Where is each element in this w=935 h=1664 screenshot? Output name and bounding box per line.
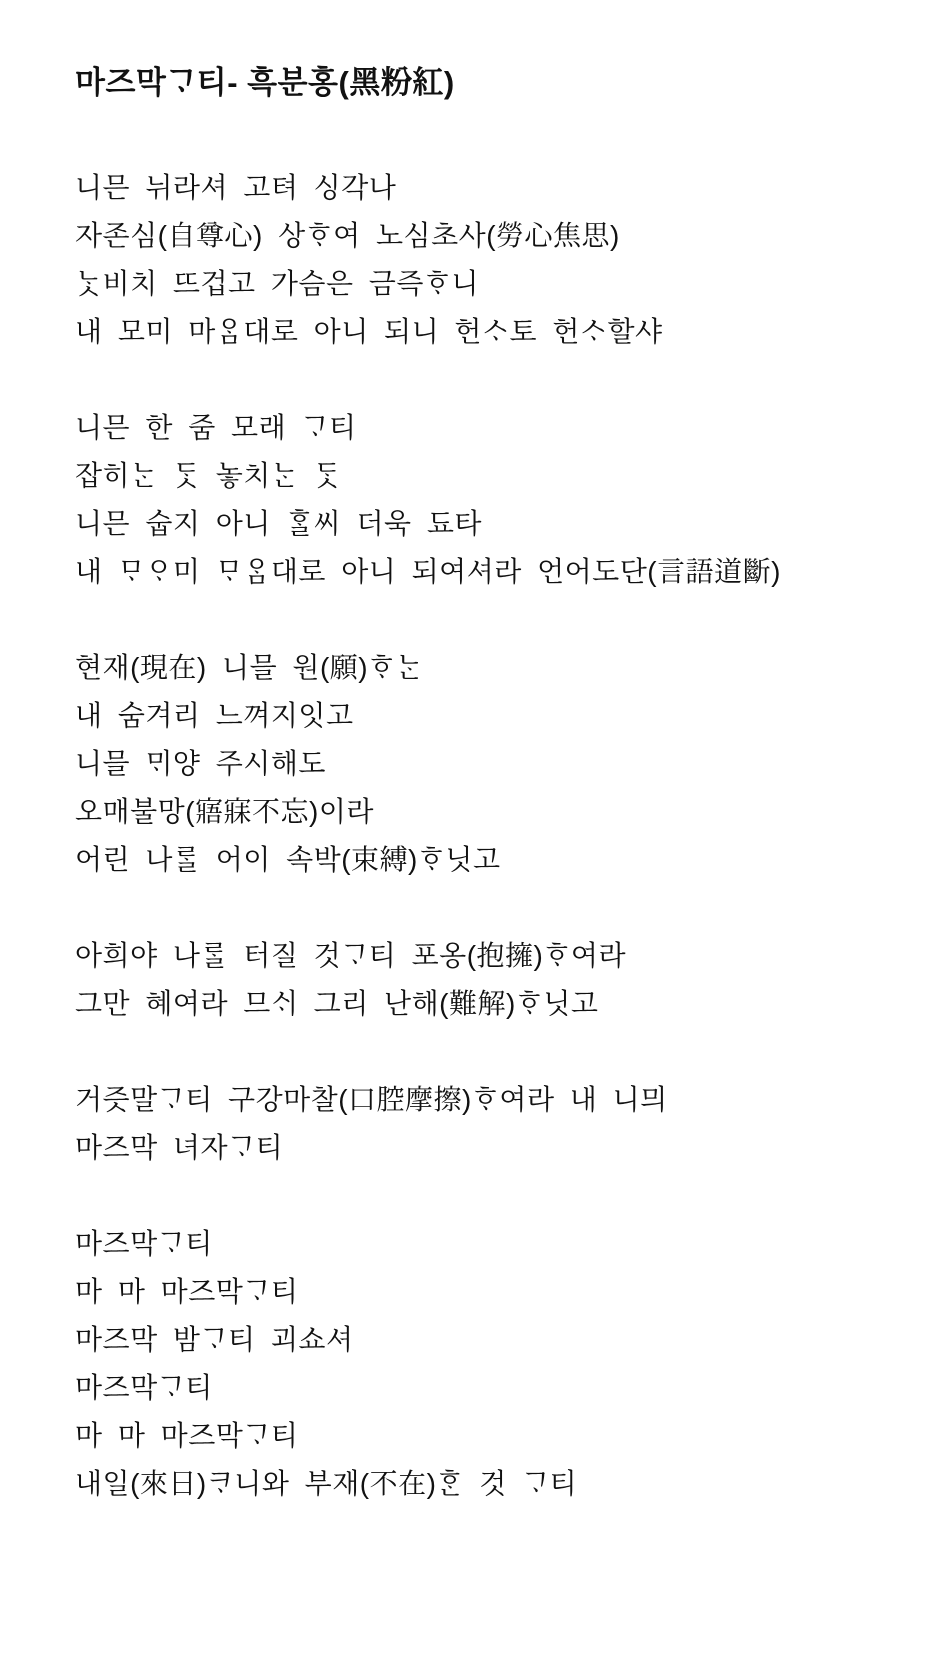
- lyric-line: 마즈막 녀자ᄀᆞ티: [75, 1132, 284, 1163]
- lyric-line: 거즛말ᄀᆞ티 구강마찰(口腔摩擦)ᄒᆞ여라 내 니믜: [75, 1084, 668, 1115]
- stanza-6: [75, 1220, 895, 1508]
- lyric-line: ᄂᆞᆺ비치 뜨겁고 가슴은 금즉ᄒᆞ니: [75, 268, 479, 299]
- stanza-2: [75, 404, 895, 596]
- lyric-line: 니믄 한 줌 모래 ᄀᆞ티: [75, 412, 357, 443]
- lyric-line: 잡히ᄂᆞᆫ ᄃᆞᆺ 놓치ᄂᆞᆫ ᄃᆞᆺ: [75, 460, 342, 491]
- lyric-line: 마즈막ᄀᆞ티: [75, 1228, 213, 1259]
- lyric-line: 현재(現在) 니믈 원(願)ᄒᆞᄂᆞᆫ: [75, 652, 424, 683]
- lyric-line: 마 마 마즈막ᄀᆞ티: [75, 1276, 299, 1307]
- stanza-5: [75, 1076, 895, 1172]
- lyric-line: 내 숨겨리 느껴지잇고: [75, 700, 354, 731]
- lyric-line: 니믄 숩지 아니 ᄒᆞᆯ씨 더욱 됴타: [75, 508, 482, 539]
- stanza-1: [75, 164, 895, 356]
- lyric-line: 어린 나ᄅᆞᆯ 어이 속박(束縛)ᄒᆞ닛고: [75, 844, 501, 875]
- stanza-3: [75, 644, 895, 884]
- lyric-line: 마즈막 밤ᄀᆞ티 괴쇼셔: [75, 1324, 354, 1355]
- lyric-line: 니믄 뉘라셔 고텨 싱각나: [75, 172, 397, 203]
- lyric-line: 마 마 마즈막ᄀᆞ티: [75, 1420, 299, 1451]
- lyric-line: 자존심(自尊心) 상ᄒᆞ여 노심초사(勞心焦思): [75, 220, 620, 251]
- lyric-line: 내일(來日)ᄏᆞ니와 부재(不在)ᄒᆞᆫ 것 ᄀᆞ티: [75, 1468, 578, 1499]
- lyric-line: 내 모미 마ᄋᆞᆷ대로 아니 되니 헌ᄉᆞ토 헌ᄉᆞ할샤: [75, 316, 663, 347]
- lyric-line: 마즈막ᄀᆞ티: [75, 1372, 213, 1403]
- lyric-line: 그만 혜여라 므ᄉᆡ 그리 난해(難解)ᄒᆞ닛고: [75, 988, 599, 1019]
- page-title: 마즈막ᄀᆞ티- 흑분홍(黑粉紅): [75, 65, 455, 100]
- lyric-line: 내 ᄆᆞᄋᆞ미 ᄆᆞᄋᆞᆷ대로 아니 되여셔라 언어도단(言語道斷): [75, 556, 781, 587]
- lyric-line: 오매불망(寤寐不忘)이라: [75, 796, 374, 827]
- lyric-line: 아희야 나ᄅᆞᆯ 터질 것ᄀᆞ티 포옹(抱擁)ᄒᆞ여라: [75, 940, 626, 971]
- lyric-line: 니믈 ᄆᆡ양 주시해도: [75, 748, 326, 779]
- stanza-4: [75, 932, 895, 1028]
